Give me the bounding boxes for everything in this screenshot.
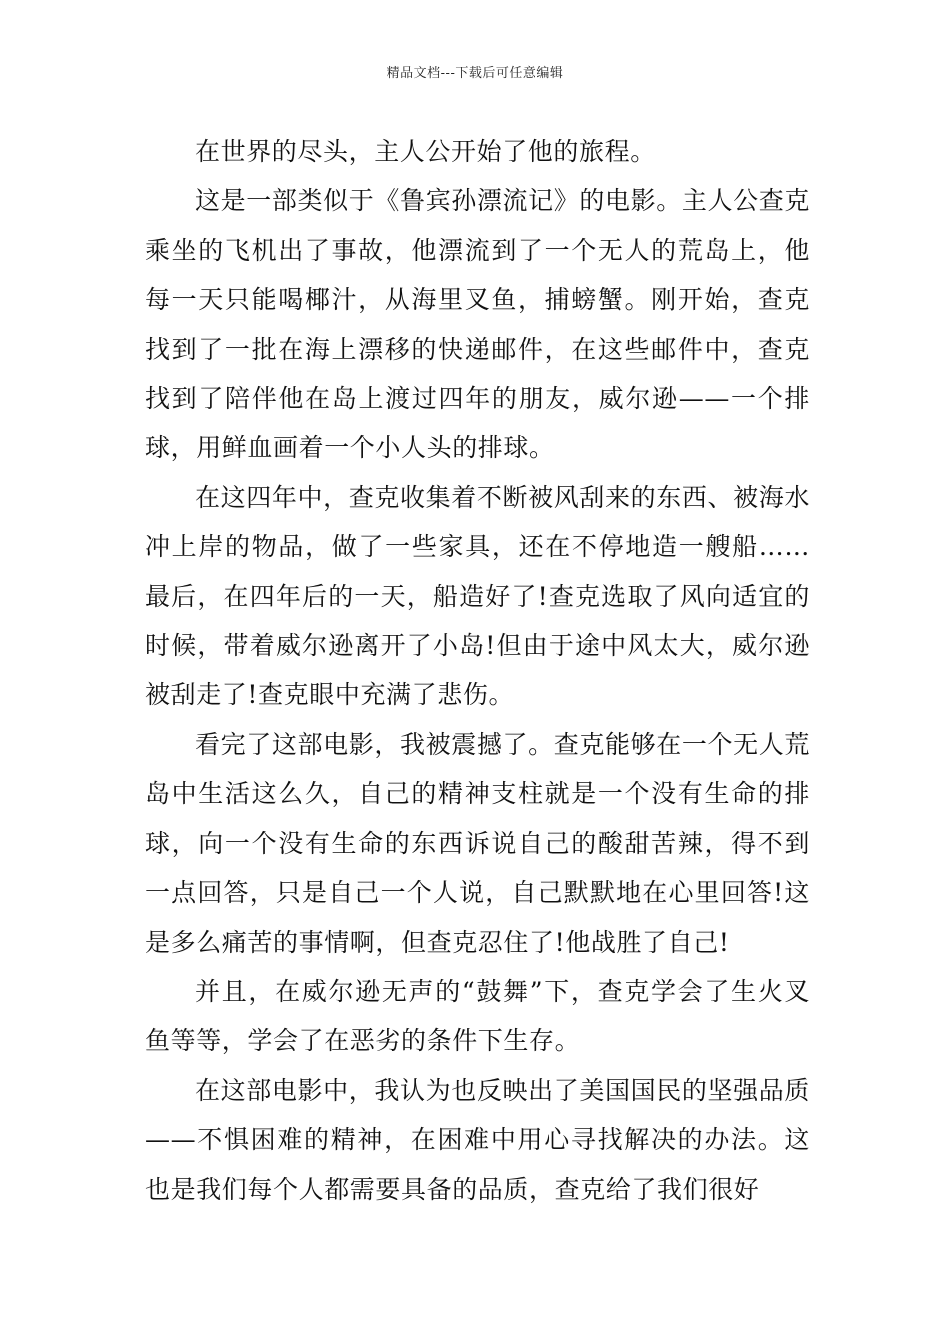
document-body	[145, 127, 810, 1214]
paragraph-5: 并且，在威尔逊无声的“鼓舞”下，查克学会了生火叉鱼等等，学会了在恶劣的条件下生存。	[145, 976, 810, 1056]
paragraph-6: 在这部电影中，我认为也反映出了美国国民的坚强品质——不惧困难的精神，在困难中用心寻找解决的办法。这也是我们每个人都需要具备的品质，查克给了我们很好	[145, 1075, 810, 1204]
paragraph-4: 看完了这部电影，我被震撼了。查克能够在一个无人荒岛中生活这么久，自己的精神支柱就是一个没有生命的排球，向一个没有生命的东西诉说自己的酸甜苦辣，得不到一点回答，只是自己一个人说，自己默默地在心里回答!这是多么痛苦的事情啊，但查克忍住了!他战胜了自己!	[145, 729, 810, 957]
paragraph-3: 在这四年中，查克收集着不断被风刮来的东西、被海水冲上岸的物品，做了一些家具，还在不停地造一艘船……最后，在四年后的一天，船造好了!查克选取了风向适宜的时候，带着威尔逊离开了小岛!但由于途中风太大，威尔逊被刮走了!查克眼中充满了悲伤。	[145, 482, 810, 710]
paragraph-1: 在世界的尽头，主人公开始了他的旅程。	[195, 137, 656, 166]
page-header: 精品文档---下载后可任意编辑	[386, 66, 564, 81]
paragraph-2: 这是一部类似于《鲁宾孙漂流记》的电影。主人公查克乘坐的飞机出了事故，他漂流到了一个无人的荒岛上，他每一天只能喝椰汁，从海里叉鱼，捕螃蟹。刚开始，查克找到了一批在海上漂移的快递邮件，在这些邮件中，查克找到了陪伴他在岛上渡过四年的朋友，威尔逊——一个排球，用鲜血画着一个小人头的排球。	[145, 186, 810, 463]
